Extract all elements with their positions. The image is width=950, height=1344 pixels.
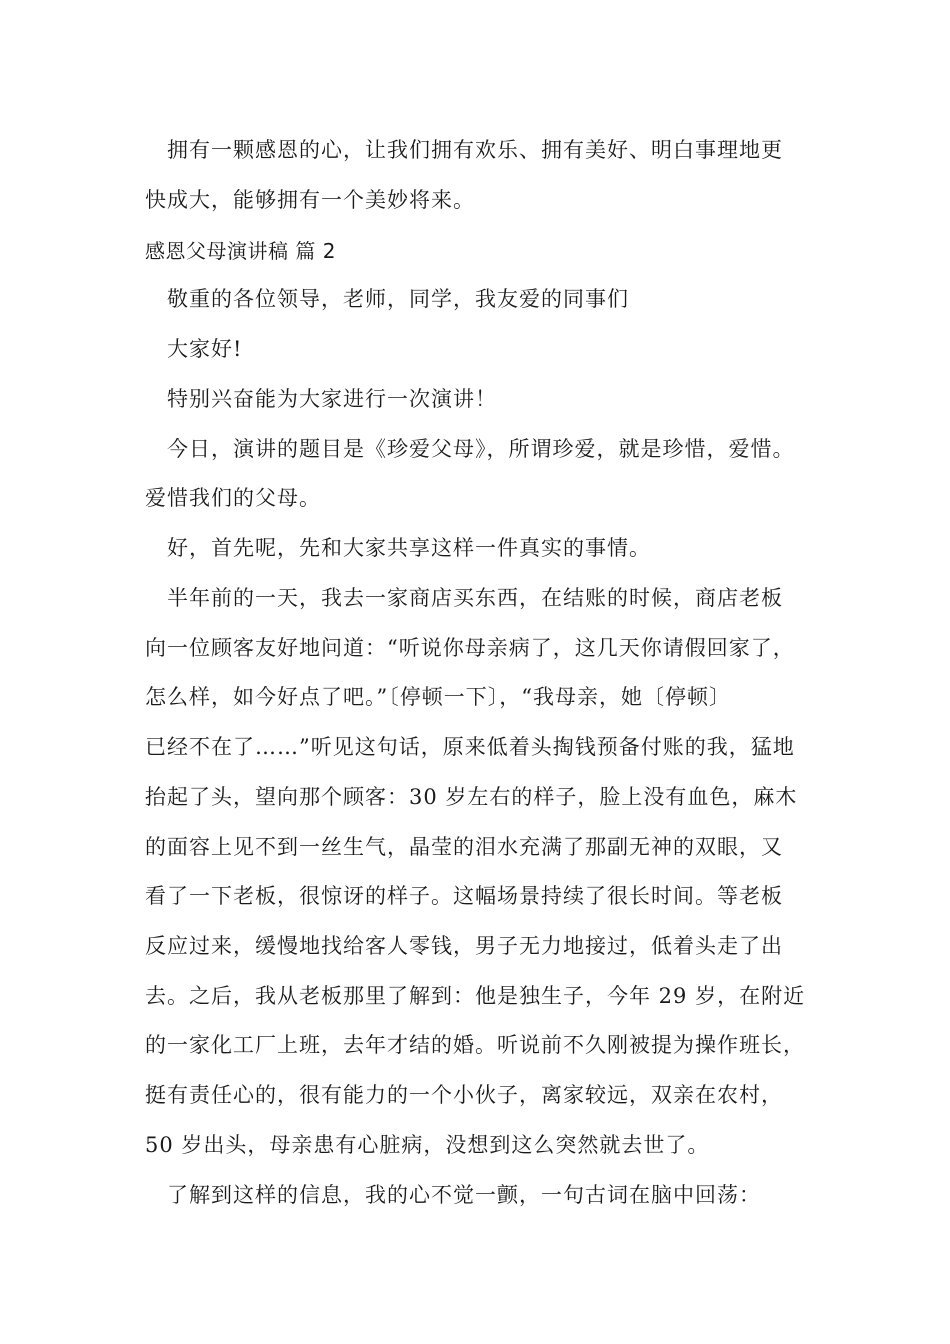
text-line-7: 今日，演讲的题目是《珍爱父母》，所谓珍爱，就是珍惜，爱惜。 xyxy=(145,437,795,461)
text-line-20: 挺有责任心的，很有能力的一个小伙子，离家较远，双亲在农村， xyxy=(145,1083,783,1107)
text-line-12: 怎么样，如今好点了吧。”〔停顿一下〕，“我母亲，她〔停顿〕 xyxy=(145,685,731,709)
text-line-15: 的面容上见不到一丝生气，晶莹的泪水充满了那副无神的双眼，又 xyxy=(145,835,783,859)
text-line-11: 向一位顾客友好地问道：“听说你母亲病了，这几天你请假回家了， xyxy=(145,636,795,660)
text-line-10: 半年前的一天，我去一家商店买东西，在结账的时候，商店老板 xyxy=(145,586,783,610)
text-line-5: 大家好! xyxy=(145,337,243,361)
text-line-2: 快成大，能够拥有一个美妙将来。 xyxy=(145,188,475,212)
text-line-14: 抬起了头，望向那个顾客：30 岁左右的样子，脸上没有血色，麻木 xyxy=(145,785,798,809)
text-line-6: 特别兴奋能为大家进行一次演讲！ xyxy=(145,387,497,411)
text-line-13: 已经不在了……”听见这句话，原来低着头掏钱预备付账的我，猛地 xyxy=(145,735,795,759)
text-line-8: 爱惜我们的父母。 xyxy=(145,486,321,510)
text-line-1: 拥有一颗感恩的心，让我们拥有欢乐、拥有美好、明白事理地更 xyxy=(145,138,783,162)
text-line-21: 50 岁出头，母亲患有心脏病，没想到这么突然就去世了。 xyxy=(145,1133,710,1157)
text-line-18: 去。之后，我从老板那里了解到：他是独生子，今年 29 岁，在附近 xyxy=(145,984,806,1008)
text-line-4: 敬重的各位领导，老师，同学，我友爱的同事们 xyxy=(145,287,629,311)
text-line-16: 看了一下老板，很惊讶的样子。这幅场景持续了很长时间。等老板 xyxy=(145,884,783,908)
text-line-9: 好，首先呢，先和大家共享这样一件真实的事情。 xyxy=(145,536,651,560)
text-line-17: 反应过来，缓慢地找给客人零钱，男子无力地接过，低着头走了出 xyxy=(145,934,783,958)
text-line-22: 了解到这样的信息，我的心不觉一颤，一句古词在脑中回荡： xyxy=(145,1183,761,1207)
section-heading: 感恩父母演讲稿 篇 2 xyxy=(145,239,336,263)
text-line-19: 的一家化工厂上班，去年才结的婚。听说前不久刚被提为操作班长， xyxy=(145,1033,805,1057)
